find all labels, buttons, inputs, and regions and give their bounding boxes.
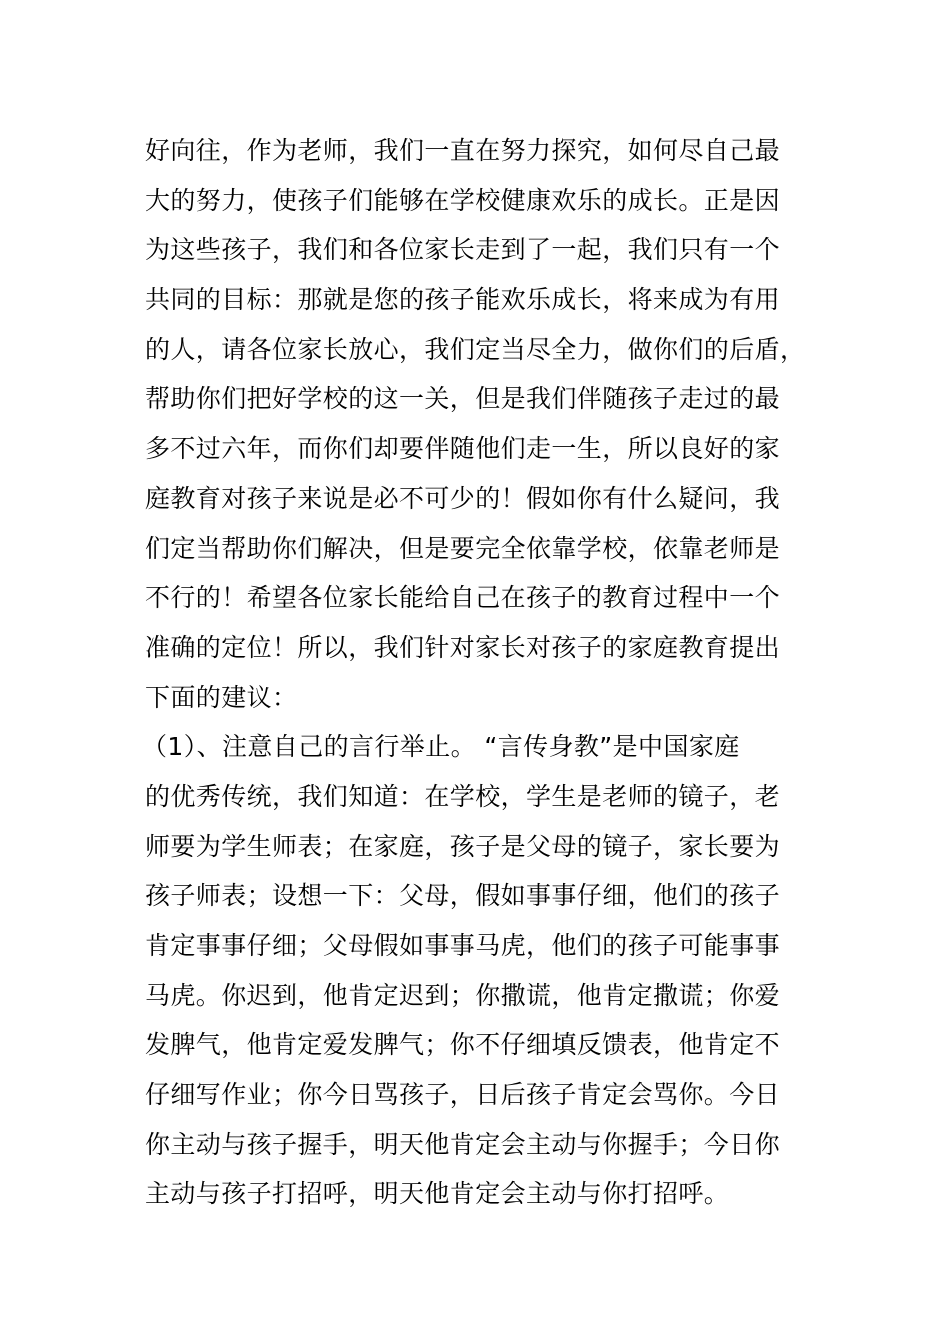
- text-line: 师要为学生师表；在家庭，孩子是父母的镜子，家长要为: [145, 831, 781, 861]
- text-line: 共同的目标：那就是您的孩子能欢乐成长，将来成为有用: [145, 285, 781, 315]
- text-line: 马虎。你迟到，他肯定迟到；你撒谎，他肯定撒谎；你爱: [145, 980, 781, 1010]
- text-line: 主动与孩子打招呼，明天他肯定会主动与你打招呼。: [145, 1179, 730, 1209]
- text-line: 庭教育对孩子来说是必不可少的！假如你有什么疑问，我: [145, 483, 781, 513]
- text-line: 仔细写作业；你今日骂孩子，日后孩子肯定会骂你。今日: [145, 1080, 781, 1110]
- text-line: 下面的建议：: [145, 682, 298, 712]
- body-text: [142, 126, 806, 1219]
- text-line: 孩子师表；设想一下：父母，假如事事仔细，他们的孩子: [145, 881, 781, 911]
- text-line: 的优秀传统，我们知道：在学校，学生是老师的镜子，老: [145, 781, 781, 811]
- list-item-heading: （1）、注意自己的言行举止。 “言传身教”是中国家庭: [142, 732, 740, 762]
- text-line: 你主动与孩子握手，明天他肯定会主动与你握手；今日你: [145, 1129, 781, 1159]
- text-line: 的人，请各位家长放心，我们定当尽全力，做你们的后盾，: [145, 334, 806, 364]
- text-line: 大的努力，使孩子们能够在学校健康欢乐的成长。正是因: [145, 185, 781, 215]
- text-line: 多不过六年，而你们却要伴随他们走一生，所以良好的家: [145, 434, 781, 464]
- text-line: 们定当帮助你们解决，但是要完全依靠学校，依靠老师是: [145, 533, 781, 563]
- text-line: 发脾气，他肯定爱发脾气；你不仔细填反馈表，他肯定不: [145, 1030, 781, 1060]
- text-line: 为这些孩子，我们和各位家长走到了一起，我们只有一个: [145, 235, 781, 265]
- text-line: 好向往，作为老师，我们一直在努力探究，如何尽自己最: [145, 136, 781, 165]
- text-line: 肯定事事仔细；父母假如事事马虎，他们的孩子可能事事: [145, 931, 781, 960]
- text-line: 帮助你们把好学校的这一关，但是我们伴随孩子走过的最: [145, 384, 781, 414]
- text-line: 不行的！希望各位家长能给自己在孩子的教育过程中一个: [145, 583, 781, 613]
- text-line: 准确的定位！所以，我们针对家长对孩子的家庭教育提出: [145, 632, 781, 662]
